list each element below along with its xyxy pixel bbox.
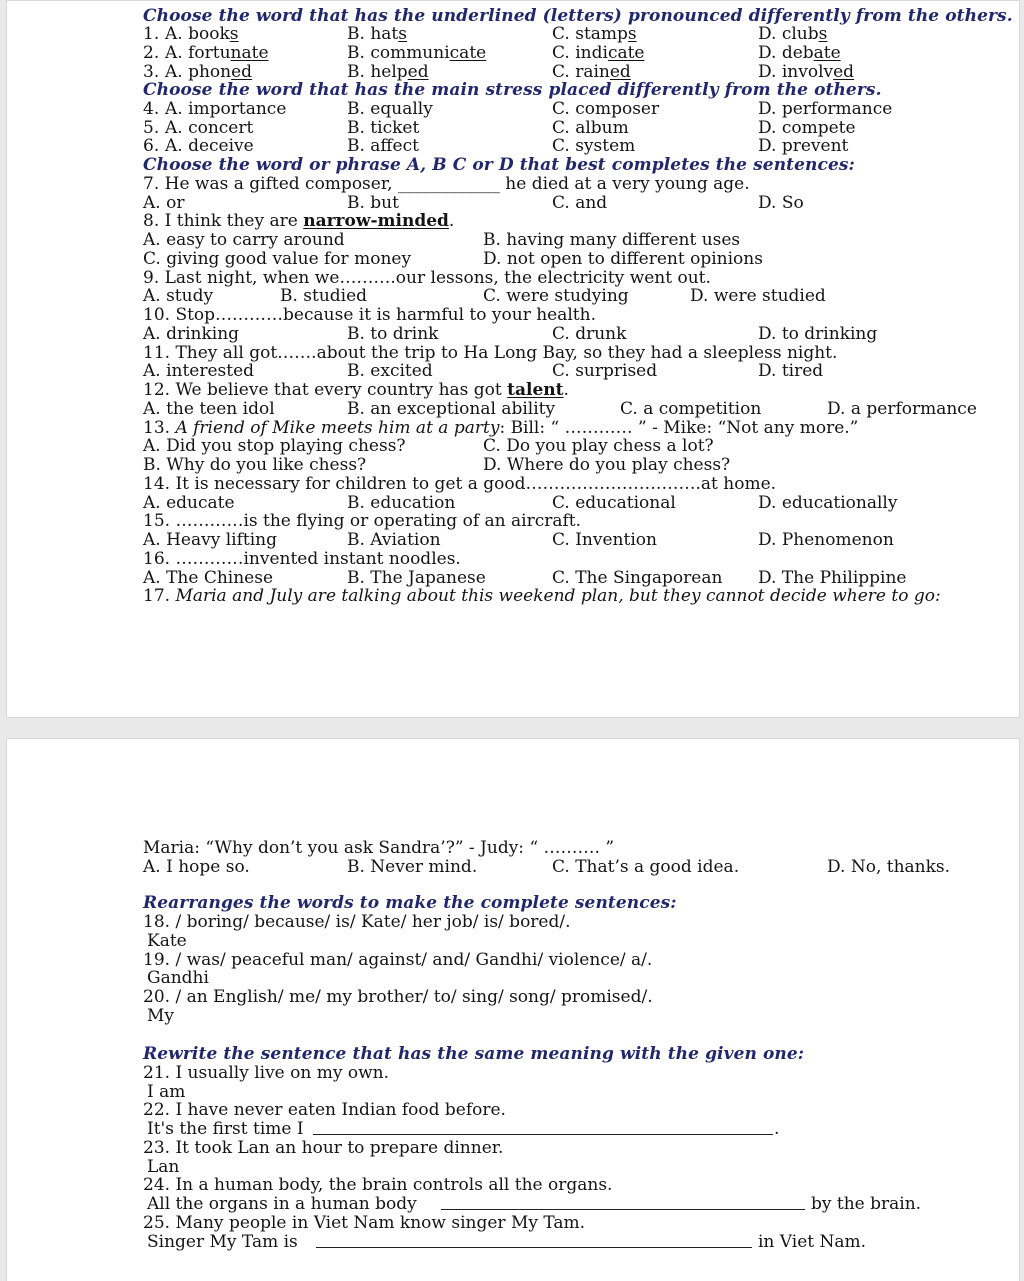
question-17-options: A. I hope so. B. Never mind. C. That’s a good idea. D. No, thanks. (143, 857, 951, 877)
question-23: 23. It took Lan an hour to prepare dinner. (143, 1138, 504, 1158)
question-12-options: A. the teen idol B. an exceptional ability C. a competition D. a performance (143, 399, 977, 419)
question-18: 18. / boring/ because/ is/ Kate/ her job/ is/ bored/. (143, 912, 571, 932)
question-16-options: A. The Chinese B. The Japanese C. The Singaporean D. The Philippine (143, 568, 907, 588)
question-10: 10. Stop…………because it is harmful to your health. (143, 305, 596, 325)
section1-instruction: Choose the word that has the underlined (letters) pronounced differently from the others. (143, 6, 1013, 26)
question-4: 4. A. importance B. equally C. composer D. performance (143, 99, 893, 119)
question-15-options: A. Heavy lifting B. Aviation C. Invention D. Phenomenon (143, 530, 894, 550)
question-7-options: A. or B. but C. and D. So (143, 193, 804, 213)
question-3: 3. A. phoned B. helped C. rained D. involved (143, 62, 855, 82)
question-11-options: A. interested B. excited C. surprised D. tired (143, 361, 824, 381)
question-15: 15. …………is the flying or operating of an aircraft. (143, 511, 582, 531)
answer-start-19: Gandhi (147, 968, 209, 988)
section3-instruction: Choose the word or phrase A, B C or D that best completes the sentences: (143, 155, 855, 175)
question-2: 2. A. fortunate B. communicate C. indicate D. debate (143, 43, 841, 63)
answer-blank-24[interactable] (441, 1194, 805, 1210)
question-22: 22. I have never eaten Indian food before. (143, 1100, 506, 1120)
question-17-dialogue: Maria: “Why don’t you ask Sandra’?” - Judy: “ ………. ” (143, 838, 615, 858)
answer-start-18: Kate (147, 931, 187, 951)
question-11: 11. They all got…….about the trip to Ha Long Bay, so they had a sleepless night. (143, 343, 838, 363)
answer-line-22: It's the first time I . (147, 1119, 780, 1139)
answer-line-24: All the organs in a human body by the brain. (147, 1194, 922, 1214)
section4-instruction: Rearranges the words to make the complete sentences: (143, 893, 677, 913)
question-6: 6. A. deceive B. affect C. system D. prevent (143, 136, 849, 156)
question-17: 17. Maria and July are talking about this weekend plan, but they cannot decide where to go: (143, 586, 941, 606)
question-5: 5. A. concert B. ticket C. album D. compete (143, 118, 856, 138)
section2-instruction: Choose the word that has the main stress placed differently from the others. (143, 80, 882, 100)
question-9-options: A. study B. studied C. were studying D. were studied (143, 286, 826, 306)
question-21: 21. I usually live on my own. (143, 1063, 389, 1083)
section5-instruction: Rewrite the sentence that has the same meaning with the given one: (143, 1044, 805, 1064)
question-25: 25. Many people in Viet Nam know singer My Tam. (143, 1213, 586, 1233)
answer-line-25: Singer My Tam is in Viet Nam. (147, 1232, 867, 1252)
question-9: 9. Last night, when we……….our lessons, the electricity went out. (143, 268, 711, 288)
question-14: 14. It is necessary for children to get a good………………………….at home. (143, 474, 777, 494)
question-13-options-row2: B. Why do you like chess? D. Where do you play chess? (143, 455, 731, 475)
question-13-options-row1: A. Did you stop playing chess? C. Do you play chess a lot? (143, 436, 714, 456)
answer-blank-22[interactable] (313, 1119, 773, 1135)
question-10-options: A. drinking B. to drink C. drunk D. to drinking (143, 324, 878, 344)
answer-blank-25[interactable] (316, 1232, 752, 1248)
question-14-options: A. educate B. education C. educational D. educationally (143, 493, 898, 513)
question-8-options-row1: A. easy to carry around B. having many different uses (143, 230, 741, 250)
question-12: 12. We believe that every country has got talent. (143, 380, 569, 400)
question-8-options-row2: C. giving good value for money D. not open to different opinions (143, 249, 763, 269)
answer-start-23: Lan (147, 1157, 180, 1177)
answer-start-20: My (147, 1006, 175, 1026)
question-19: 19. / was/ peaceful man/ against/ and/ Gandhi/ violence/ a/. (143, 950, 653, 970)
question-7: 7. He was a gifted composer, ____________ he died at a very young age. (143, 174, 750, 194)
question-20: 20. / an English/ me/ my brother/ to/ sing/ song/ promised/. (143, 987, 653, 1007)
question-13: 13. A friend of Mike meets him at a party: Bill: “ ………… ” - Mike: “Not any more.” (143, 418, 859, 438)
question-1: 1. A. books B. hats C. stamps D. clubs (143, 24, 828, 44)
question-16: 16. …………invented instant noodles. (143, 549, 461, 569)
answer-start-21: I am (147, 1082, 186, 1102)
question-24: 24. In a human body, the brain controls all the organs. (143, 1175, 613, 1195)
question-8: 8. I think they are narrow-minded. (143, 211, 455, 231)
